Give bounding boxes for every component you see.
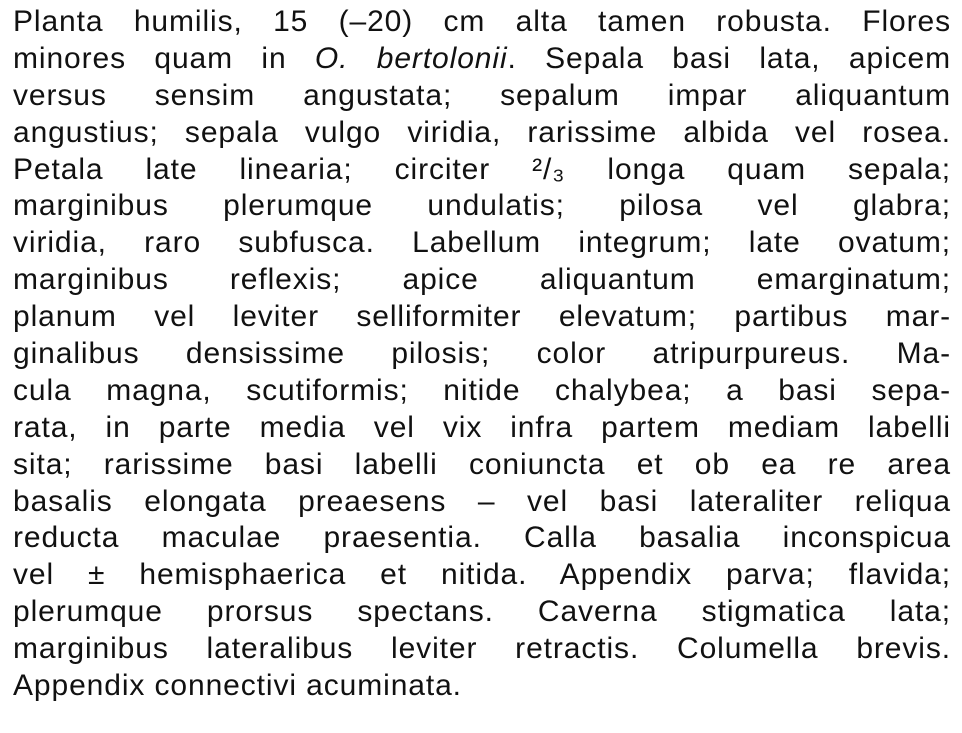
text-line-17: plerumque prorsus spectans. Caverna stigmatica lata; (13, 595, 951, 629)
text-line-19: Appendix connectivi acuminata. (13, 669, 462, 703)
text-line-18: marginibus lateralibus leviter retractis. Columella brevis. (13, 632, 951, 666)
text-line-6: marginibus plerumque undulatis; pilosa vel glabra; (13, 189, 951, 223)
text-line-2 (13, 41, 951, 78)
text-line-14: basalis elongata preaesens – vel basi lateraliter reliqua (13, 484, 951, 518)
text-line-2-start: minores quam in (13, 41, 315, 75)
text-line-12: rata, in parte media vel vix infra partem mediam labelli (13, 410, 951, 444)
text-line-5: Petala late linearia; circiter ²/₃ longa quam sepala; (13, 152, 951, 186)
text-line-7: viridia, raro subfusca. Labellum integrum; late ovatum; (13, 226, 951, 260)
text-line-9: planum vel leviter selliformiter elevatum; partibus mar- (13, 300, 951, 334)
text-line-13: sita; rarissime basi labelli coniuncta et ob ea re area (13, 447, 951, 481)
text-line-8: marginibus reflexis; apice aliquantum emarginatum; (13, 263, 951, 297)
text-line-10: ginalibus densissime pilosis; color atripurpureus. Ma- (13, 337, 951, 371)
text-line-2-end: . Sepala basi lata, apicem (507, 41, 952, 75)
text-line-15: reducta maculae praesentia. Calla basalia inconspicua (13, 521, 951, 555)
text-line-16: vel ± hemisphaerica et nitida. Appendix parva; flavida; (13, 558, 951, 592)
latin-description-paragraph (13, 4, 951, 705)
text-line-4: angustius; sepala vulgo viridia, rarissime albida vel rosea. (13, 115, 951, 149)
text-line-11: cula magna, scutiformis; nitide chalybea; a basi sepa- (13, 373, 951, 407)
species-name-italic: O. bertolonii (314, 41, 508, 75)
text-line-3: versus sensim angustata; sepalum impar aliquantum (13, 78, 951, 112)
text-line-1: Planta humilis, 15 (–20) cm alta tamen robusta. Flores (13, 5, 951, 38)
